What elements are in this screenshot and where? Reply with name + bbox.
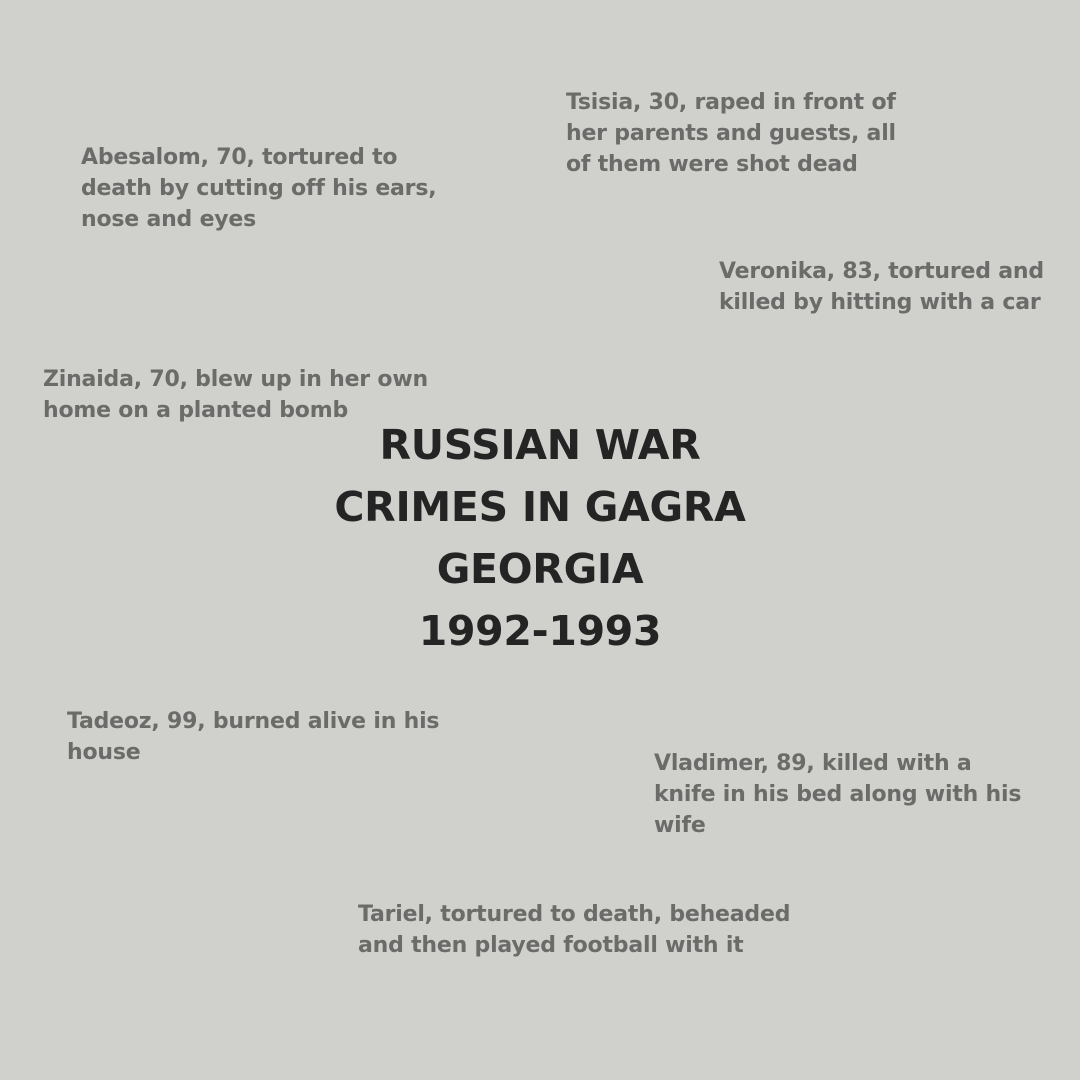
victim-note-abesalom bbox=[81, 142, 436, 235]
victim-note-vladimer bbox=[654, 748, 1021, 841]
note-line: her parents and guests, all bbox=[566, 121, 896, 146]
note-line: death by cutting off his ears, bbox=[81, 176, 437, 201]
note-line: house bbox=[67, 740, 141, 765]
victim-note-tariel bbox=[358, 899, 790, 961]
note-line: home on a planted bomb bbox=[43, 398, 348, 423]
note-line: Abesalom, 70, tortured to bbox=[81, 145, 398, 170]
poster-title bbox=[240, 414, 840, 662]
note-line: killed by hitting with a car bbox=[719, 290, 1041, 315]
victim-note-tsisia bbox=[566, 87, 896, 180]
note-line: Tsisia, 30, raped in front of bbox=[566, 90, 896, 115]
note-line: and then played football with it bbox=[358, 933, 744, 958]
note-line: knife in his bed along with his bbox=[654, 782, 1022, 807]
note-line: Tariel, tortured to death, beheaded bbox=[358, 902, 791, 927]
note-line: nose and eyes bbox=[81, 207, 257, 232]
note-line: wife bbox=[654, 813, 706, 838]
note-line: Zinaida, 70, blew up in her own bbox=[43, 367, 428, 392]
title-line: GEORGIA bbox=[436, 545, 644, 593]
victim-note-veronika bbox=[719, 256, 1044, 318]
victim-note-zinaida bbox=[43, 364, 428, 426]
note-line: Veronika, 83, tortured and bbox=[719, 259, 1044, 284]
note-line: Tadeoz, 99, burned alive in his bbox=[67, 709, 440, 734]
note-line: of them were shot dead bbox=[566, 152, 858, 177]
title-line: CRIMES IN GAGRA bbox=[334, 483, 746, 531]
title-line: RUSSIAN WAR bbox=[379, 421, 701, 469]
title-line: 1992-1993 bbox=[418, 607, 662, 655]
note-line: Vladimer, 89, killed with a bbox=[654, 751, 972, 776]
victim-note-tadeoz bbox=[67, 706, 439, 768]
